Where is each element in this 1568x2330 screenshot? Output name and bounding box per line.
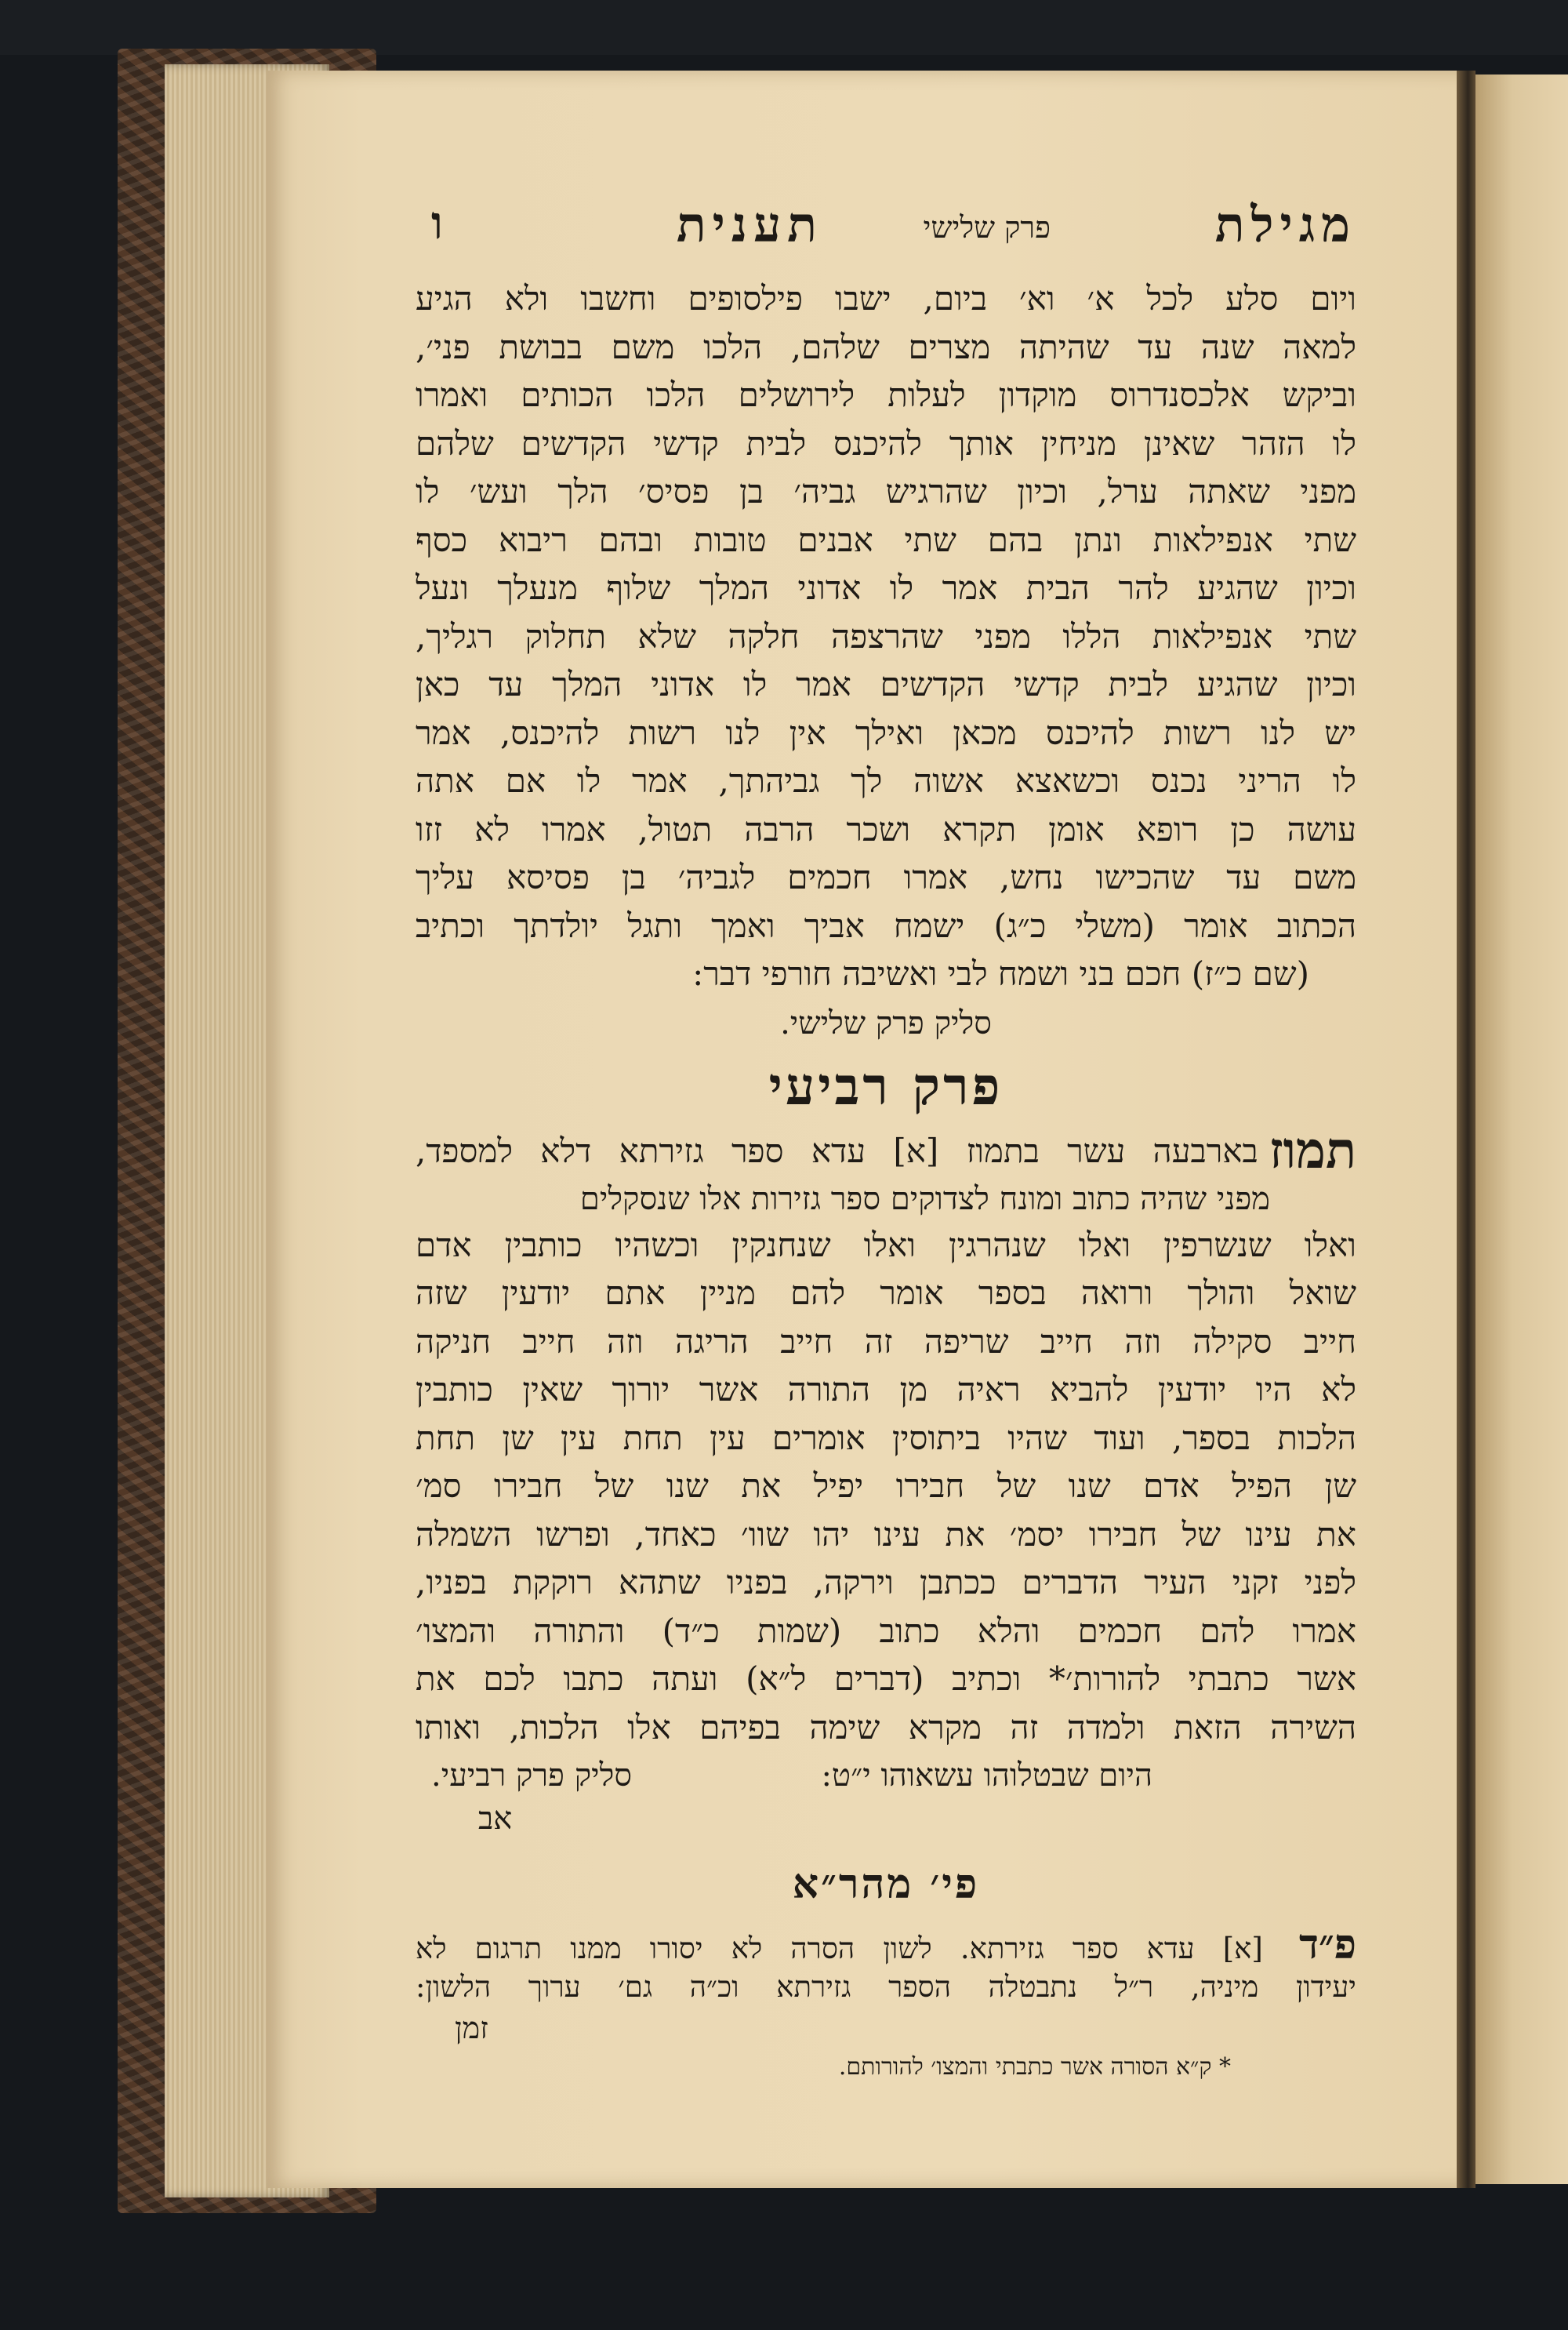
text-line: בארבעה עשר בתמוז [א] עדא ספר גזירתא דלא למספד, bbox=[416, 1131, 1258, 1170]
text-line: וביקש אלכסנדרוס מוקדון לעלות לירושלים הלכו הכותים ואמרו bbox=[416, 376, 1356, 414]
scan-background bbox=[0, 0, 1568, 55]
chapter-4-end: סליק פרק רביעי. bbox=[431, 1757, 633, 1794]
facing-page-edge bbox=[1475, 75, 1568, 2184]
catchword: אב bbox=[478, 1801, 513, 1837]
text-line: חייב סקילה וזה חייב שריפה זה חייב הריגה וזה חייב חניקה bbox=[416, 1321, 1356, 1361]
text-line: הכתוב אומר (משלי כ״ג) ישמח אביך ואמך ותגל יולדתך וכתיב bbox=[416, 906, 1356, 945]
commentary-line: יעידון מיניה, ר״ל נתבטלה הספר גזירתא וכ״ה גם׳ ערוך הלשון: bbox=[416, 1970, 1356, 2004]
chapter-4-end-row bbox=[416, 1751, 1356, 1800]
running-chapter: פרק שלישי bbox=[923, 210, 1051, 245]
text-line: עושה כן רופא אומן תקרא ושכר הרבה תטול, אמרו לא זזו bbox=[416, 809, 1356, 849]
commentary-line bbox=[416, 1924, 1356, 1966]
running-title-right: מגילת bbox=[1214, 196, 1356, 253]
text-line: ואלו שנשרפין ואלו שנהרגין ואלו שנחנקין וכשהיו כותבין אדם bbox=[416, 1225, 1356, 1264]
chapter-3-end: סליק פרק שלישי. bbox=[780, 1005, 992, 1041]
text-line: לו הריני נכנס וכשאצא אשוה לך גביהתך, אמר לו אם אתה bbox=[416, 762, 1356, 800]
page-number: ו bbox=[431, 196, 443, 249]
page-text bbox=[416, 196, 1356, 2087]
commentary-chapter-tag: פ״ד bbox=[1298, 1924, 1356, 1966]
text-line: שן הפיל אדם שנו של חבירו יפיל את שנו של חבירו סמ׳ bbox=[416, 1467, 1356, 1505]
text-line: הלכות בספר, ועוד שהיו ביתוסין אומרים עין תחת עין שן תחת bbox=[416, 1418, 1356, 1457]
text-line: ויום סלע לכל א׳ וא׳ ביום, ישבו פילסופים וחשבו ולא הגיע bbox=[416, 279, 1356, 318]
text-line: וכיון שהגיע להר הבית אמר לו אדוני המלך שלוף מנעלך ונעל bbox=[416, 569, 1356, 607]
chapter-4-text bbox=[416, 1221, 1356, 1752]
text-line: שואל והולך ורואה בספר אומר להם מניין אתם יודעין שזה bbox=[416, 1274, 1356, 1312]
text-line: וכיון שהגיע לבית קדשי הקדשים אמר לו אדוני המלך עד כאן bbox=[416, 665, 1356, 703]
text-line: מפני שהיה כתוב ומונח לצדוקים ספר גזירות אלו שנסקלים bbox=[579, 1180, 1270, 1217]
running-title-left: תענית bbox=[676, 196, 823, 253]
chapter-4-opening-line bbox=[416, 1121, 1356, 1180]
text-line: השירה הזאת ולמדה זה מקרא שימה בפיהם אלו הלכות, ואותו bbox=[416, 1707, 1356, 1747]
opening-word: תמוז bbox=[1269, 1121, 1356, 1180]
gutter bbox=[1457, 71, 1475, 2188]
text-line: אמרו להם חכמים והלא כתוב (שמות כ״ד) והתורה והמצו׳ bbox=[416, 1611, 1356, 1650]
text-line: אשר כתבתי להורות׳* וכתיב (דברים ל״א) ועתה כתבו לכם את bbox=[416, 1659, 1356, 1698]
text-line: היום שבטלוהו עשאוהו י״ט: bbox=[821, 1757, 1152, 1794]
text-line: שתי אנפילאות ונתן בהם שתי אבנים טובות ובהם ריבוא כסף bbox=[416, 520, 1356, 559]
text-line: (שם כ״ז) חכם בני ושמח לבי ואשיבה חורפי דבר: bbox=[692, 954, 1309, 993]
text-line: לפני זקני העיר הדברים ככתבן וירקה, בפניו שתהא רוקקת בפניו, bbox=[416, 1563, 1356, 1601]
text-line: לו הזהר שאינן מניחין אותך להיכנס לבית קדשי הקדשים שלהם bbox=[416, 423, 1356, 463]
text-line: מפני שאתה ערל, וכיון שהרגיש גביה׳ בן פסיס׳ הלך ועש׳ לו bbox=[416, 472, 1356, 511]
commentary-heading: פי׳ מהר״א bbox=[792, 1860, 980, 1908]
text-line: את עינו של חבירו יסמ׳ את עינו יהו שוו׳ כאחד, ופרשו השמלה bbox=[416, 1514, 1356, 1554]
footnote: * ק״א הסורה אשר כתבתי והמצו׳ להורותם. bbox=[838, 2053, 1231, 2081]
commentary bbox=[416, 1924, 1356, 2048]
commentary-catchword: זמן bbox=[455, 2011, 488, 2045]
text-line: לא היו יודעין להביא ראיה מן התורה אשר יורוך שאין כותבין bbox=[416, 1370, 1356, 1409]
text-line: משם עד שהכישו נחש, אמרו חכמים לגביה׳ בן פסיסא עליך bbox=[416, 858, 1356, 896]
chapter-3-text bbox=[416, 274, 1356, 998]
text-line: יש לנו רשות להיכנס מכאן ואילך אין לנו רשות להיכנס, אמר bbox=[416, 713, 1356, 752]
commentary-text: [א] עדא ספר גזירתא. לשון הסרה לא יסורו ממנו תרגום לא bbox=[416, 1932, 1263, 1965]
text-line: למאה שנה עד שהיתה מצרים שלהם, הלכו משם בבושת פני׳, bbox=[416, 327, 1356, 366]
running-head bbox=[416, 196, 1356, 274]
chapter-4-heading: פרק רביעי bbox=[768, 1055, 1004, 1117]
text-line: שתי אנפילאות הללו מפני שהרצפה חלקה שלא תחלוק רגליך, bbox=[416, 616, 1356, 656]
